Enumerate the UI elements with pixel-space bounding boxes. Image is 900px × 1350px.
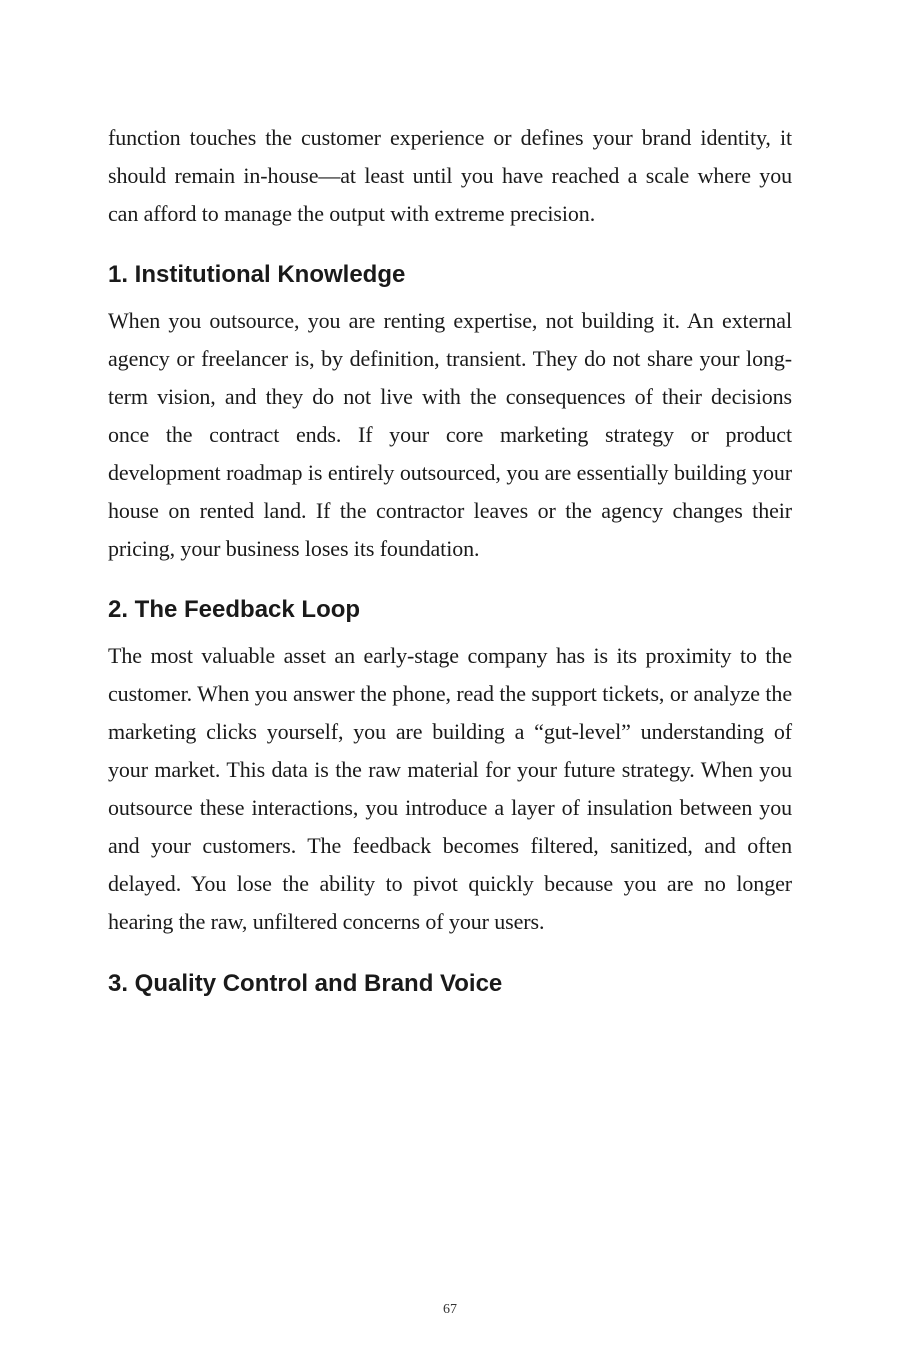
continuation-paragraph: function touches the customer experience or defines your brand identity, it should remain in-house—at least until you have reached a scale where you can afford to manage the output with extreme precision. xyxy=(108,125,792,226)
section-heading-institutional-knowledge: 1. Institutional Knowledge xyxy=(108,261,406,288)
section-heading-feedback-loop: 2. The Feedback Loop xyxy=(108,596,361,623)
section-body-institutional-knowledge: When you outsource, you are renting expertise, not building it. An external agency or freelancer is, by definition, transient. They do not share your long-term vision, and they do not live with the consequences of their decisions once the contract ends. If your core marketing strategy or product development roadmap is entirely outsourced, you are essentially building your house on rented land. If the contractor leaves or the agency changes their pricing, your business loses its foundation. xyxy=(108,308,792,561)
section-body-feedback-loop: The most valuable asset an early-stage company has is its proximity to the customer. When you answer the phone, read the support tickets, or analyze the marketing clicks yourself, you are building a “gut-level” understanding of your market. This data is the raw material for your future strategy. When you outsource these interactions, you introduce a layer of insulation between you and your customers. The feedback becomes filtered, sanitized, and often delayed. You lose the ability to pivot quickly because you are no longer hearing the raw, unfiltered concerns of your users. xyxy=(108,643,792,934)
page-number: 67 xyxy=(443,1302,457,1317)
page-content xyxy=(108,119,792,999)
section-heading-quality-control: 3. Quality Control and Brand Voice xyxy=(108,970,503,997)
